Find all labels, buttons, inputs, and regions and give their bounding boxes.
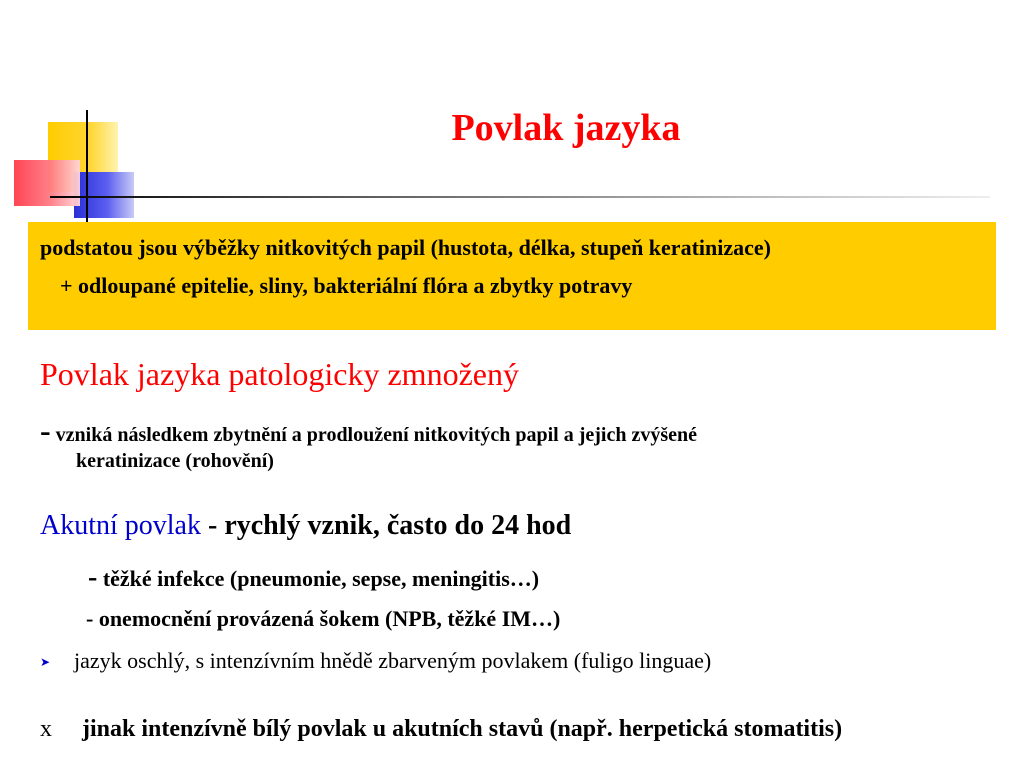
- dash-marker: -: [40, 412, 51, 448]
- x-item-white-coating: [40, 716, 842, 743]
- white-coating-text: jinak intenzívně bílý povlak u akutních stavů (např. herpetická stomatitis): [82, 716, 843, 742]
- pathological-text-line-2: keratinizace (rohovění): [76, 450, 274, 472]
- dry-tongue-text: jazyk oschlý, s intenzívním hnědě zbarveným povlakem (fuligo linguae): [74, 648, 712, 673]
- acute-coating-label: Akutní povlak: [40, 510, 201, 541]
- x-marker: x: [40, 716, 52, 742]
- decor-horizontal-line: [50, 196, 990, 198]
- decor-blue-square: [74, 172, 134, 218]
- definition-box: [28, 222, 996, 330]
- acute-coating-line: [40, 510, 571, 542]
- pathological-text: vzniká následkem zbytnění a prodloužení nitkovitých papil a jejich zvýšené: [55, 424, 698, 446]
- bullet-item-dry-tongue: [40, 648, 711, 674]
- acute-coating-desc: - rychlý vznik, často do 24 hod: [201, 510, 572, 541]
- section-heading-pathological: Povlak jazyka patologicky zmnožený: [40, 356, 519, 392]
- arrow-bullet-icon: ➤: [40, 655, 51, 670]
- infections-text: těžké infekce (pneumonie, sepse, meningitis…): [102, 566, 540, 591]
- slide-title: Povlak jazyka: [451, 107, 681, 149]
- definition-line-2: + odloupané epitelie, sliny, bakteriální flóra a zbytky potravy: [60, 273, 633, 298]
- definition-line-1: podstatou jsou výběžky nitkovitých papil (hustota, délka, stupeň keratinizace): [40, 235, 771, 260]
- acute-item-infections: [88, 562, 539, 594]
- acute-item-shock: - onemocnění provázená šokem (NPB, těžké IM…): [86, 606, 561, 631]
- dash-marker: -: [88, 562, 98, 593]
- decor-red-square: [14, 160, 80, 206]
- pathological-text-line-1: [40, 412, 697, 449]
